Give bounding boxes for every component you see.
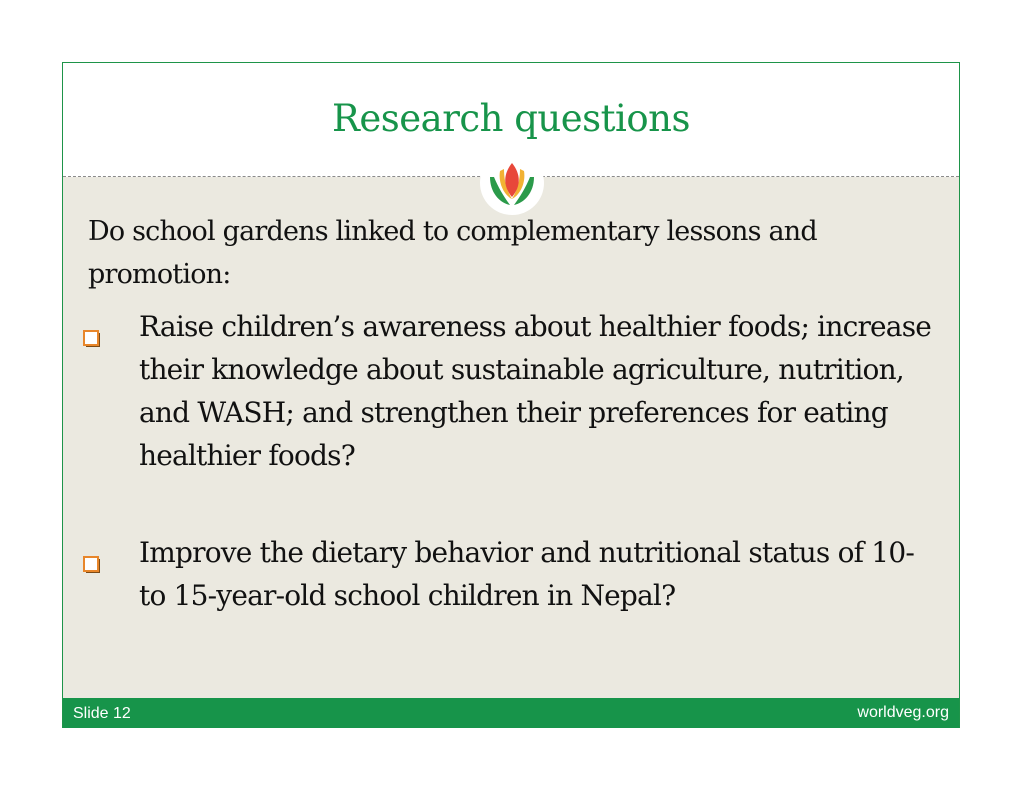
bullet-item [83, 531, 933, 617]
slide [62, 62, 960, 728]
checkbox-bullet-icon [83, 543, 101, 561]
slide-number: Slide 12 [73, 705, 131, 722]
bullet-text: Improve the dietary behavior and nutritional status of 10- to 15-year-old school children in Nepal? [139, 536, 914, 612]
intro-text: Do school gardens linked to complementary lessons and promotion: [88, 216, 817, 290]
bullet-text: Raise children’s awareness about healthier foods; increase their knowledge about sustainable agriculture, nutrition, and WASH; and strengthen their preferences for eating healthier foods? [139, 310, 932, 472]
website-url: worldveg.org [857, 704, 949, 721]
checkbox-bullet-icon [83, 317, 101, 335]
footer-bar [63, 698, 959, 728]
worldveg-flower-logo-icon [480, 151, 544, 215]
logo-graphic [480, 151, 544, 215]
bullet-item [83, 305, 933, 477]
slide-title: Research questions [332, 97, 690, 140]
